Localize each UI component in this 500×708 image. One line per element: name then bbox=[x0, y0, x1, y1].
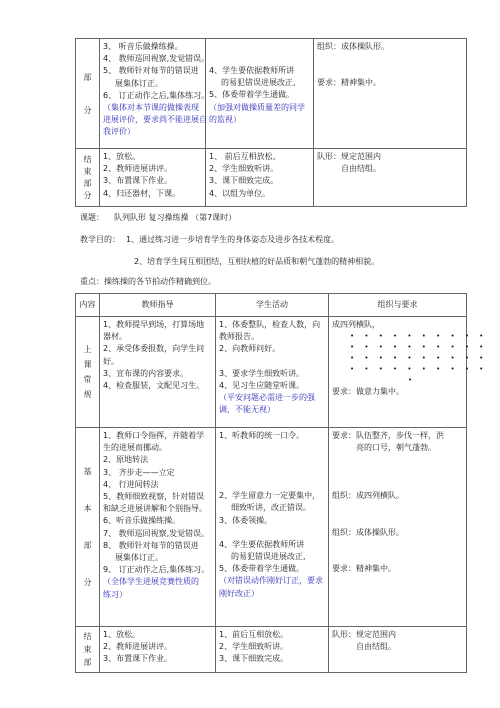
teacher-cell: 1、教师口令指挥，并随着学 生的进展而挪动。 2、原地转法 3、 齐步走——立定 4、 行进间转法 5、教师细致视察，针对错误 和缺乏进展讲解和个别指导。 6、听音乐做操练操。 7、 教师巡回视察,发觉错误。 8、 教师针对每节的错误进 展集体订正。 9、 订正动作之后,集体练习。 （全体学生进展竞赛性质的 练习） bbox=[100, 428, 216, 627]
table-row bbox=[76, 39, 467, 149]
lesson-plan-table bbox=[75, 293, 488, 673]
table-row bbox=[76, 149, 467, 207]
org-cell: 队形：规定范围内 自由结组。 bbox=[329, 627, 467, 673]
teacher-cell: 3、 听音乐做操练操。 4、 教师巡回视察,发觉错误。 5、 教师针对每节的错误进 展集体订正。 6、 订正动作之后,集体练习。 （集体对本节课的做操表现 进展评价，要求尚不能进展自 我评价） bbox=[100, 39, 206, 149]
student-cell: 1、 前后互相放松。 2、学生细致听讲。 3、课下细致完成。 4、以组为单位。 bbox=[206, 149, 314, 207]
student-cell: 1、听教师的统一口令。 2、学生留意力一定要集中， 细致听讲，改正错误。 3、体委领操。 4、学生要依据教师所讲 的易犯错误进展改正, 5、体委带着学生通做。 （对错误动作刚好订正，要求 刚好改正） bbox=[216, 428, 329, 627]
section-label: 结 束 部 bbox=[76, 627, 100, 673]
table-row bbox=[76, 317, 467, 428]
header-content: 内容 bbox=[76, 294, 100, 317]
lesson-topic: 课题： 队列队形 复习操练操 （第7课时） bbox=[80, 213, 237, 222]
teaching-goal-2: 2、培育学生间互相团结，互相扶植的好品质和朝气蓬勃的精神相貌。 bbox=[134, 257, 380, 266]
table-row bbox=[76, 428, 467, 627]
table-row bbox=[76, 627, 467, 673]
teaching-goal-1: 教学目的： 1、通过练习进一步培育学生的身体姿态及进步各技术程度。 bbox=[80, 235, 340, 244]
org-cell: 要求：队伍整齐，步伐一样，洪 亮的口号，朝气蓬勃。 组织：成四列横队。 组织：成体操队形。 要求：精神集中。 bbox=[329, 428, 467, 627]
header-student: 学生活动 bbox=[216, 294, 329, 317]
org-cell: 成四列横队， • • • • • • • • • • • • • • • • • • • • • • • • • • • • • • • • • • • • • • • • • 要求：做意力集中。 bbox=[329, 317, 467, 428]
teacher-cell: 1、放松。 2、教师进展讲评。 3、布置课下作业。 bbox=[100, 627, 216, 673]
formation-diagram: • • • • • • • • • • • • • • • • • • • • • • • • • • • • • • • • • • • • • • • • • bbox=[350, 332, 488, 385]
student-cell: 4、学生要依据教师所讲 的易犯错误进展改正, 5、体委带着学生通做。 （加强对做操质量差的同学 的监视） bbox=[206, 39, 314, 149]
section-label: 部 分 bbox=[76, 39, 100, 149]
org-cell: 队形：规定范围内 自由结组。 bbox=[314, 149, 467, 207]
top-table bbox=[75, 38, 467, 207]
student-cell: 1、前后互相放松。 2、学生细致听讲。 3、课下细致完成。 bbox=[216, 627, 329, 673]
section-label: 上 课 常 规 bbox=[76, 317, 100, 428]
table-header-row bbox=[76, 294, 467, 317]
section-label: 基 本 部 分 bbox=[76, 428, 100, 627]
org-cell: 组织：成体操队形。 要求：精神集中。 bbox=[314, 39, 467, 149]
teacher-cell: 1、教师提早到场，打算场地 器材。 2、承受体委报数，向学生问 好。 3、宣布课的内容要求。 4、检查服装，文配见习生。 bbox=[100, 317, 216, 428]
teacher-cell: 1、放松。 2、教师进展讲评。 3、布置课下作业。 4、归还器材，下课。 bbox=[100, 149, 206, 207]
header-teacher: 教师指导 bbox=[100, 294, 216, 317]
lesson-focus: 重点：操练操的各节拍动作精确到位。 bbox=[80, 277, 216, 286]
section-label: 结 束 部 分 bbox=[76, 149, 100, 207]
student-cell: 1、体委整队，检查人数，向 教师报告。 2、向教师问好。 3、要求学生细致听讲。 4、见习生应随堂听课。 （平安问题必需进一步的强 调，不能无视） bbox=[216, 317, 329, 428]
header-org: 组织与要求 bbox=[329, 294, 467, 317]
